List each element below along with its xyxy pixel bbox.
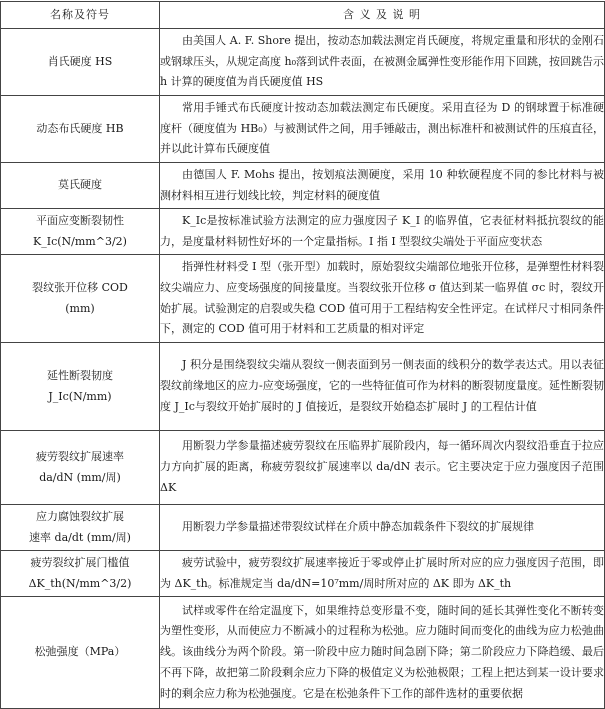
row-name-line2: da/dN (mm/周) bbox=[39, 470, 121, 484]
table-row bbox=[1, 431, 605, 505]
row-name bbox=[1, 209, 160, 255]
row-description: 试样或零件在给定温度下，如果维持总变形量不变，随时间的延长其弹性变化不断转变为塑性变形，从而使应力不断减小的过程称为松弛。应力随时间而变化的曲线为应力松弛曲线。该曲线分为两个阶段。第一阶段中应力随时间急剧下降；第二阶段应力下降趋缓、最后不再下降，故把第二阶段剩余应力下降的极值定义为松弛极限；工程上把达到某一设计要求时的剩余应力称为松弛强度。它是在松弛条件下工作的部件选材的重要依据 bbox=[160, 597, 605, 709]
row-description: 用断裂力学参量描述疲劳裂纹在压临界扩展阶段内，每一循环周次内裂纹沿垂直于拉应力方向扩展的距离，称疲劳裂纹扩展速率以 da/dN 表示。它主要决定于应力强度因子范围 ΔK bbox=[160, 431, 605, 505]
table-row bbox=[1, 505, 605, 551]
row-description: 由德国人 F. Mohs 提出，按划痕法测硬度，采用 10 种软硬程度不同的参比材料与被测材料相互进行划线比较，判定材料的硬度值 bbox=[160, 163, 605, 209]
row-description: 常用手锤式布氏硬度计按动态加载法测定布氏硬度。采用直径为 D 的钢球置于标准硬度杆（硬度值为 HB₀）与被测试件之间，用手锤敲击，测出标准杆和被测试件的压痕直径，并以此计算布氏硬度值 bbox=[160, 96, 605, 163]
table-row bbox=[1, 209, 605, 255]
row-name-line2: (mm) bbox=[65, 301, 95, 315]
header-name-symbol: 名称及符号 bbox=[1, 2, 160, 29]
row-description: K_Ic是按标准试验方法测定的应力强度因子 K_I 的临界值，它表征材料抵抗裂纹的能力，是度量材料韧性好坏的一个定量指标。I 指 I 型裂纹尖端处于平面应变状态 bbox=[160, 209, 605, 255]
row-name-line1: 疲劳裂纹扩展速率 bbox=[36, 449, 124, 463]
row-description: 用断裂力学参量描述带裂纹试样在介质中静态加载条件下裂纹的扩展规律 bbox=[160, 505, 605, 551]
row-name-line1: 应力腐蚀裂纹扩展 bbox=[36, 509, 124, 523]
table-row bbox=[1, 551, 605, 597]
row-name bbox=[1, 551, 160, 597]
row-name: 肖氏硬度 HS bbox=[1, 29, 160, 96]
table-row bbox=[1, 597, 605, 709]
row-name bbox=[1, 505, 160, 551]
table-row bbox=[1, 96, 605, 163]
row-description: J 积分是围绕裂纹尖端从裂纹一侧表面到另一侧表面的线积分的数学表达式。用以表征裂纹前缘地区的应力-应变场强度，它的一些特征值可作为材料的断裂韧度量度。延性断裂韧度 J_Ic与裂纹开始扩展时的 J 值接近，是裂纹开始稳态扩展时 J 的工程估计值 bbox=[160, 343, 605, 431]
row-name-line1: 裂纹张开位移 COD bbox=[32, 280, 128, 294]
properties-table bbox=[0, 1, 605, 709]
row-name: 松弛强度（MPa） bbox=[1, 597, 160, 709]
row-name-line1: 平面应变断裂韧性 bbox=[36, 213, 124, 227]
table-continuation-divider bbox=[159, 692, 160, 697]
row-name bbox=[1, 343, 160, 431]
row-name: 莫氏硬度 bbox=[1, 163, 160, 209]
table-header-row bbox=[1, 2, 605, 29]
row-name: 动态布氏硬度 HB bbox=[1, 96, 160, 163]
row-description: 由美国人 A. F. Shore 提出，按动态加载法测定肖氏硬度，将规定重量和形状的金刚石或钢球压头，从规定高度 h₀落到试件表面，在被测金属弹性变形能作用下回跳，按回跳告示 h 计算的硬度值为肖氏硬度值 HS bbox=[160, 29, 605, 96]
row-name-line1: 疲劳裂纹扩展门槛值 bbox=[30, 555, 130, 569]
row-description: 指弹性材料受 I 型（张开型）加载时，原始裂纹尖端部位地张开位移，是弹塑性材料裂纹尖端应力、应变场强度的间接量度。当裂纹张开位移 σ 值达到某一临界值 σc 时，裂纹开始扩展。试验测定的启裂或失稳 COD 值可用于工程结构安全性评定。在试样尺寸相同条件下，测定的 COD 值可用于材料和工艺质量的相对评定 bbox=[160, 255, 605, 343]
row-name-line1: 延性断裂韧度 bbox=[47, 368, 113, 382]
header-meaning-description: 含 义 及 说 明 bbox=[160, 2, 605, 29]
row-name-line2: ΔK_th(N/mm^3/2) bbox=[28, 576, 132, 590]
table-continuation-left bbox=[0, 692, 1, 697]
row-name bbox=[1, 431, 160, 505]
row-name bbox=[1, 255, 160, 343]
table-row bbox=[1, 29, 605, 96]
row-name-line2: 速率 da/dt (mm/周) bbox=[29, 530, 131, 544]
table-row bbox=[1, 163, 605, 209]
row-name-line2: K_Ic(N/mm^3/2) bbox=[33, 234, 127, 248]
table-row bbox=[1, 343, 605, 431]
row-description: 疲劳试验中，疲劳裂纹扩展速率接近于零或停止扩展时所对应的应力强度因子范围，即为 ΔK_th。标准规定当 da/dN=10⁷mm/周时所对应的 ΔK 即为 ΔK_th bbox=[160, 551, 605, 597]
table-row bbox=[1, 255, 605, 343]
row-name-line2: J_Ic(N/mm) bbox=[48, 389, 112, 403]
